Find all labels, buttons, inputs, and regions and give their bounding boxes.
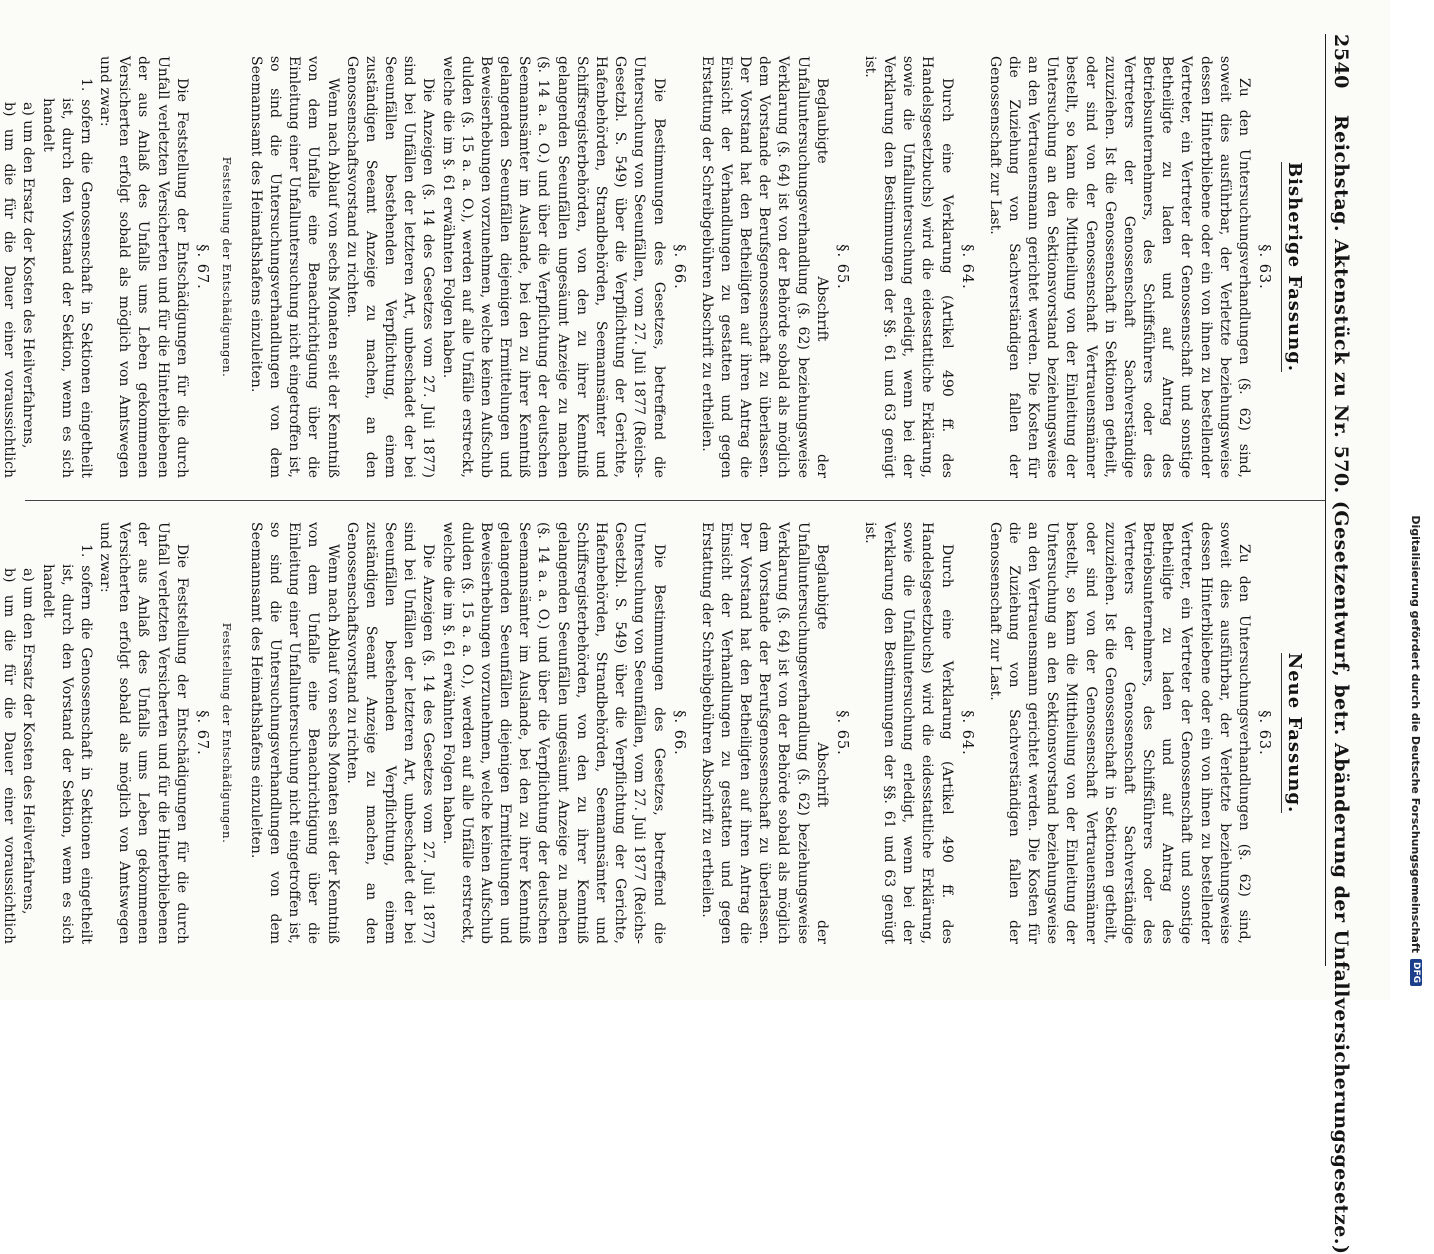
two-column-body — [1, 34, 1325, 966]
list-item: 1. sofern die Genossenschaft in Sektionen eingetheilt ist, durch den Vorstand der Sektion, wenn es sich handelt — [39, 78, 94, 478]
dfg-logo: DFG — [1410, 959, 1422, 986]
section-title: §. 66. — [670, 244, 687, 290]
page-title: Reichstag. Aktenstück zu Nr. 570. (Gesetzentwurf, betr. Abänderung der Unfallversicherungsgesetze.) — [1330, 114, 1352, 1254]
section-title: §. 65. — [833, 244, 850, 290]
list-item: 1. sofern die Genossenschaft in Sektionen eingetheilt ist, durch den Vorstand der Sektion, wenn es sich handelt — [39, 544, 94, 944]
left-column — [1, 34, 1325, 500]
paragraph: Zu den Untersuchungsverhandlungen (§. 62) sind, soweit dies ausführbar, der Verletzte beziehungsweise dessen Hinterbliebene oder ein von ihnen zu bestellender Vertreter, ein Vertreter der Genossenschaft und sonstige Betheiligte zu laden und auf Antrag des Betriebsunternehmers, des Schiffsführers oder des Vertreters der Genossenschaft Sachverständige zuzuziehen. Ist die Genossenschaft in Sektionen getheilt, oder sind von der Genossenschaft Vertrauensmänner bestellt, so kann die Mittheilung von der Einleitung der Untersuchung an den Sektionsvorstand beziehungsweise an den Vertrauensmann gerichtet werden. Die Kosten für die Zuziehung von Sachverständigen fallen der Genossenschaft zur Last. — [986, 522, 1252, 944]
list-subitem: b) um die für die Dauer einer voraussichtlich — [1, 568, 18, 944]
section-title: §. 64. — [958, 710, 975, 756]
column-divider — [25, 500, 1325, 501]
page-number: 2540 — [1330, 34, 1352, 89]
paragraph: Durch eine Verklarung (Artikel 490 ff. des Handelsgesetzbuchs) wird die eidesstattliche Erklärung, sowie die Unfalluntersuchung erledigt, wenn bei der Verklarung den Bestimmungen der §§. 61 und 63 genügt ist. — [861, 56, 955, 478]
right-column — [1, 500, 1325, 966]
section-title: §. 63. — [1256, 710, 1272, 756]
paragraph: Wenn nach Ablauf von sechs Monaten seit der Kenntniß von dem Unfalle eine Benachrichtigung über die Einleitung einer Unfalluntersuchung nicht eingetroffen ist, so sind die Untersuchungsverhandlungen von dem Seemannsamt des Heimathshafens einzuleiten. — [247, 522, 341, 944]
paragraph: Die Feststellung der Entschädigungen für die durch Unfall verletzten Versicherten und für die Hinterbliebenen der aus Anlaß des Unfalls ums Leben gekommenen Versicherten erfolgt sobald als möglich von Amtswegen und zwar: — [97, 56, 190, 478]
section-title: §. 63. — [1256, 244, 1272, 290]
section-title: §. 66. — [670, 710, 687, 756]
paragraph: Die Bestimmungen des Gesetzes, betreffend die Untersuchung von Seeunfällen, vom 27. Juli 1877 (Reichs-Gesetzbl. S. 549) über die Verpflichtung der Gerichte, Hafenbehörden, Strandbehörden, Seemannsämter und Schiffsregisterbehörden, von den zu ihrer Kenntniß gelangenden Seeunfällen ungesäumt Anzeige zu machen (§. 14 a. a. O.) und über die Verpflichtung der deutschen Seemannsämter im Auslande, bei den zu ihrer Kenntniß gelangenden Seeunfällen diejenigen Ermittelungen und Beweiserhebungen vorzunehmen, welche keinen Aufschub dulden (§. 15 a. a. O.), werden auf alle Unfälle erstreckt, welche die im §. 61 erwähnten Folgen haben. — [439, 522, 667, 944]
paragraph: Beglaubigte Abschrift der Unfalluntersuchungsverhandlung (§. 62) beziehungsweise Verklarung (§. 64) ist von der Behörde sobald als möglich dem Vorstande der Berufsgenossenschaft zu überlassen. Der Vorstand hat den Betheiligten auf ihren Antrag die Einsicht der Verhandlungen zu gestatten und gegen Erstattung der Schreibgebühren Abschrift zu ertheilen. — [698, 56, 830, 478]
paragraph: Wenn nach Ablauf von sechs Monaten seit der Kenntniß von dem Unfalle eine Benachrichtigung über die Einleitung einer Unfalluntersuchung nicht eingetroffen ist, so sind die Untersuchungsverhandlungen von dem Seemannsamt des Heimathshafens einzuleiten. — [247, 56, 341, 478]
left-column-heading: Bisherige Fassung. — [1281, 162, 1305, 372]
section-title: §. 65. — [833, 710, 850, 756]
paragraph: Die Anzeigen (§. 14 des Gesetzes vom 27. Juli 1877) sind bei Unfällen der letzteren Art, unbeschadet der bei Seeunfällen bestehenden Verpflichtung, einem zuständigen Seeamt Anzeige zu machen, an den Genossenschaftsvorstand zu richten. — [343, 56, 437, 478]
credit-text: Digitalisierung gefördert durch die Deutsche Forschungsgemeinschaft — [1409, 515, 1423, 953]
list-subitem: a) um den Ersatz der Kosten des Heilverfahrens, — [20, 568, 37, 915]
paragraph: Zu den Untersuchungsverhandlungen (§. 62) sind, soweit dies ausführbar, der Verletzte beziehungsweise dessen Hinterbliebene oder ein von ihnen zu bestellender Vertreter, ein Vertreter der Genossenschaft und sonstige Betheiligte zu laden und auf Antrag des Betriebsunternehmers, des Schiffsführers oder des Vertreters der Genossenschaft Sachverständige zuzuziehen. Ist die Genossenschaft in Sektionen getheilt, oder sind von der Genossenschaft Vertrauensmänner bestellt, so kann die Mittheilung von der Einleitung der Untersuchung an den Sektionsvorstand beziehungsweise an den Vertrauensmann gerichtet werden. Die Kosten für die Zuziehung von Sachverständigen fallen der Genossenschaft zur Last. — [986, 56, 1252, 478]
subsection-heading: Feststellung der Entschädigungen. — [219, 622, 234, 844]
digitization-credit — [1405, 14, 1427, 986]
paragraph: Die Anzeigen (§. 14 des Gesetzes vom 27. Juli 1877) sind bei Unfällen der letzteren Art, unbeschadet der bei Seeunfällen bestehenden Verpflichtung, einem zuständigen Seeamt Anzeige zu machen, an den Genossenschaftsvorstand zu richten. — [343, 522, 437, 944]
paragraph: Die Bestimmungen des Gesetzes, betreffend die Untersuchung von Seeunfällen, vom 27. Juli 1877 (Reichs-Gesetzbl. S. 549) über die Verpflichtung der Gerichte, Hafenbehörden, Strandbehörden, Seemannsämter und Schiffsregisterbehörden, von den zu ihrer Kenntniß gelangenden Seeunfällen ungesäumt Anzeige zu machen (§. 14 a. a. O.) und über die Verpflichtung der deutschen Seemannsämter im Auslande, bei den zu ihrer Kenntniß gelangenden Seeunfällen diejenigen Ermittelungen und Beweiserhebungen vorzunehmen, welche keinen Aufschub dulden (§. 15 a. a. O.), werden auf alle Unfälle erstreckt, welche die im §. 61 erwähnten Folgen haben. — [439, 56, 667, 478]
list-subitem: b) um die für die Dauer einer voraussichtlich — [1, 102, 18, 478]
section-title: §. 67. — [193, 244, 210, 290]
section-title: §. 67. — [193, 710, 210, 756]
section-title: §. 64. — [958, 244, 975, 290]
paragraph: Durch eine Verklarung (Artikel 490 ff. des Handelsgesetzbuchs) wird die eidesstattliche Erklärung, sowie die Unfalluntersuchung erledigt, wenn bei der Verklarung den Bestimmungen der §§. 61 und 63 genügt ist. — [861, 522, 955, 944]
list-subitem: a) um den Ersatz der Kosten des Heilverfahrens, — [20, 102, 37, 449]
paragraph: Beglaubigte Abschrift der Unfalluntersuchungsverhandlung (§. 62) beziehungsweise Verklarung (§. 64) ist von der Behörde sobald als möglich dem Vorstande der Berufsgenossenschaft zu überlassen. Der Vorstand hat den Betheiligten auf ihren Antrag die Einsicht der Verhandlungen zu gestatten und gegen Erstattung der Schreibgebühren Abschrift zu ertheilen. — [698, 522, 830, 944]
subsection-heading: Feststellung der Entschädigungen. — [219, 156, 234, 378]
paragraph: Die Feststellung der Entschädigungen für die durch Unfall verletzten Versicherten und für die Hinterbliebenen der aus Anlaß des Unfalls ums Leben gekommenen Versicherten erfolgt sobald als möglich von Amtswegen und zwar: — [97, 522, 190, 944]
right-column-heading: Neue Fassung. — [1281, 653, 1305, 813]
page-header — [1325, 34, 1370, 1254]
